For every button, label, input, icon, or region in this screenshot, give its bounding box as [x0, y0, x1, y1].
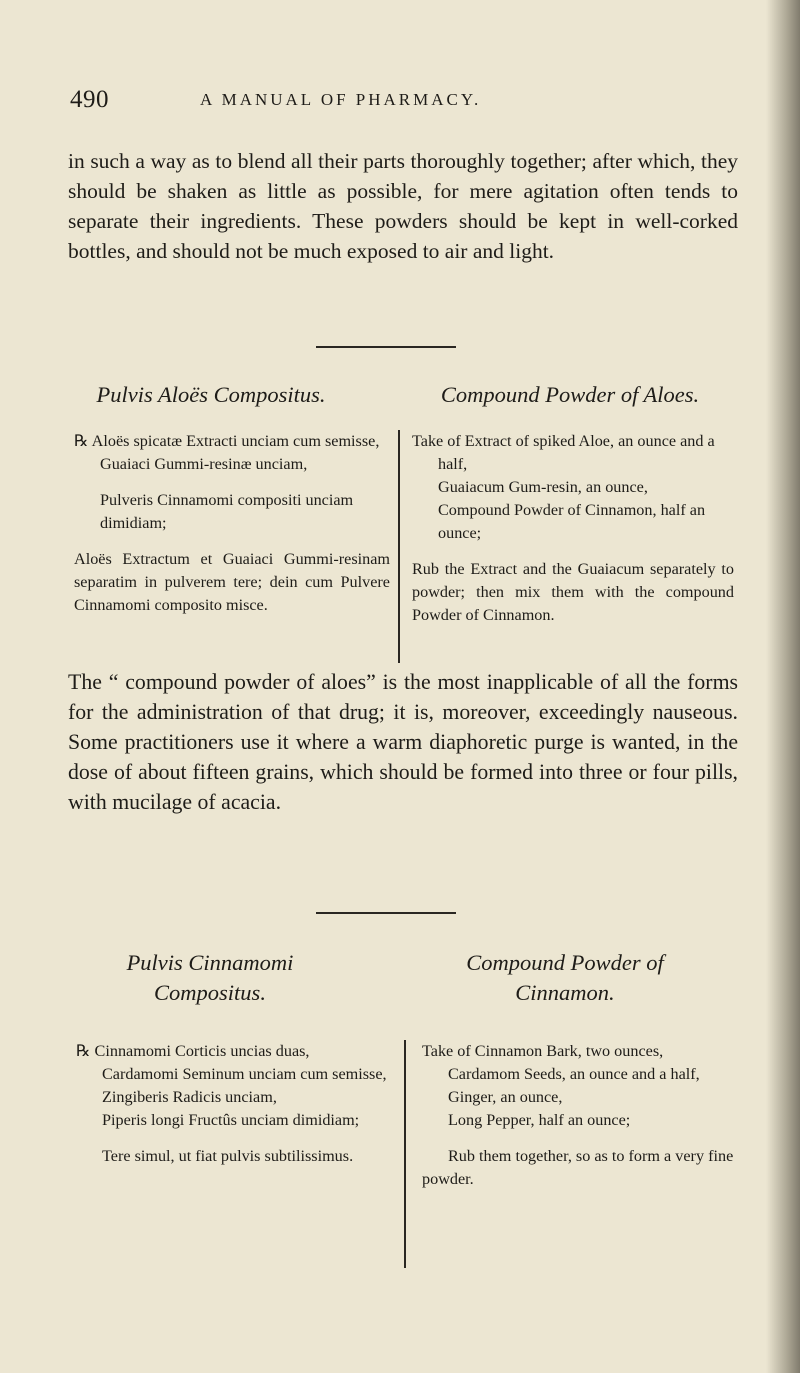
section2-latin-item: Zingiberis Radicis unciam,: [102, 1088, 277, 1106]
section2-english-item: Cardamom Seeds, an ounce and a half,: [448, 1065, 700, 1083]
column-divider: [404, 1040, 406, 1268]
section1-english-item: Guaiacum Gum-resin, an ounce,: [438, 478, 648, 496]
section2-english-title: [420, 948, 710, 1008]
section1-latin-item: Pulveris Cinnamomi compositi unciam dimidiam;: [100, 491, 354, 532]
section1-english-title: Compound Powder of Aloes.: [440, 382, 700, 407]
section1-english-item: Compound Powder of Cinnamon, half an ounce;: [438, 501, 706, 542]
section2-latin-title-line: Compositus.: [154, 980, 266, 1005]
section2-latin-item: Tere simul, ut fiat pulvis subtilissimus.: [102, 1147, 354, 1165]
section1-latin-column: [74, 430, 390, 617]
section2-english-item: Long Pepper, half an ounce;: [448, 1111, 631, 1129]
section2-latin-item: Piperis longi Fructûs unciam dimidiam;: [102, 1111, 360, 1129]
section1-english-column: [412, 430, 734, 627]
column-divider: [398, 430, 400, 663]
section2-english-item: Take of Cinnamon Bark, two ounces,: [422, 1042, 664, 1060]
section1-latin-item: Guaiaci Gummi-resinæ unciam,: [100, 455, 308, 473]
section2-english-title-line: Compound Powder of: [466, 950, 664, 975]
section2-english-item: Ginger, an ounce,: [448, 1088, 563, 1106]
running-title: A MANUAL OF PHARMACY.: [200, 90, 482, 109]
section1-latin-item: Aloës Extractum et Guaiaci Gummi-resinam separatim in pulverem tere; dein cum Pulvere Cinnamomi composito misce.: [74, 550, 390, 614]
section2-latin-title-line: Pulvis Cinnamomi: [126, 950, 294, 975]
page-number: 490: [70, 86, 109, 113]
section2-english-item: Rub them together, so as to form a very fine powder.: [422, 1147, 734, 1188]
section2-english-title-line: Cinnamon.: [515, 980, 615, 1005]
section1-latin-title: Pulvis Aloës Compositus.: [96, 382, 326, 407]
intro-paragraph: in such a way as to blend all their parts thoroughly together; after which, they should be shaken as little as possible, for mere agitation often tends to separate their ingredients. These powders should be kept in well-corked bottles, and should not be much exposed to air and light.: [68, 149, 738, 263]
section1-latin-item: ℞ Aloës spicatæ Extracti unciam cum semisse,: [74, 432, 380, 450]
section2-latin-title: [60, 948, 360, 1008]
commentary-text: The “ compound powder of aloes” is the most inapplicable of all the forms for the administration of that drug; it is, moreover, exceedingly nauseous. Some practitioners use it where a warm diaphoretic purge is wanted, in the dose of about fifteen grains, which should be formed into three or four pills, with mucilage of acacia.: [68, 670, 738, 814]
section2-english-column: [422, 1040, 738, 1191]
section1-english-item: Rub the Extract and the Guaiacum separately to powder; then mix them with the compound Powder of Cinnamon.: [412, 560, 734, 624]
section2-latin-column: [76, 1040, 394, 1168]
section2-latin-item: Cardamomi Seminum unciam cum semisse,: [102, 1065, 387, 1083]
section2-latin-item: ℞ Cinnamomi Corticis uncias duas,: [76, 1042, 310, 1060]
section-divider: [316, 912, 456, 914]
section1-english-item: Take of Extract of spiked Aloe, an ounce and a half,: [412, 432, 715, 473]
page-edge-shadow: [766, 0, 800, 1373]
commentary-paragraph: [68, 667, 738, 817]
section-divider: [316, 346, 456, 348]
